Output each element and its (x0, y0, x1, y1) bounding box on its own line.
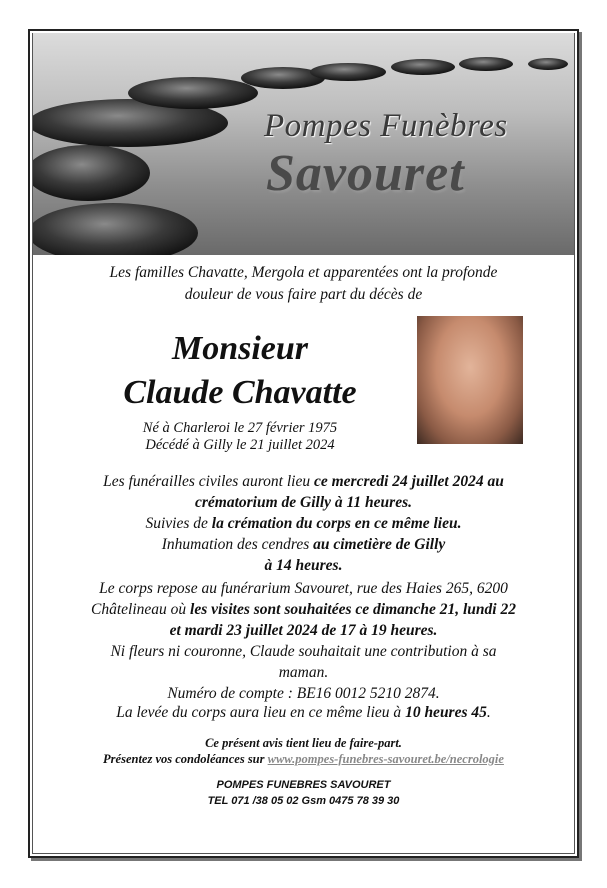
levee-text: La levée du corps aura lieu en ce même lieu à 10 heures 45. (116, 704, 491, 721)
condolences-text: Présentez vos condoléances sur www.pompes-funebres-savouret.be/necrologie (103, 752, 504, 766)
funeral-details: Les funérailles civiles auront lieu ce mercredi 24 juillet 2024 au crématorium de Gilly à 11 heures. Suivies de la crémation du corps en ce même lieu. Inhumation des cendres au cimetière de Gilly à 14 heures. (103, 473, 504, 574)
deceased-name: Claude Chavatte (123, 374, 357, 411)
company-phone: TEL 071 /38 05 02 Gsm 0475 78 39 30 (207, 795, 400, 807)
portrait-photo (417, 316, 523, 444)
necrologie-link[interactable]: www.pompes-funebres-savouret.be/necrologie (267, 752, 504, 766)
honorific: Monsieur (171, 330, 309, 367)
brand-line1: Pompes Funèbres (264, 108, 508, 144)
brand-line2: Savouret (266, 145, 465, 202)
company-name: POMPES FUNEBRES SAVOURET (216, 779, 391, 791)
visit-details: Le corps repose au funérarium Savouret, rue des Haies 265, 6200 Châtelineau où les visites sont souhaitées ce dimanche 21, lundi 22 et mardi 23 juillet 2024 de 17 à 19 heures. Ni fleurs ni couronne, Claude souhaitait une contribution à sa maman. Numéro de compte : BE16 0012 5210 2874. (91, 580, 516, 702)
intro-text: Les familles Chavatte, Mergola et apparentées ont la profonde douleur de vous faire part du décès de (109, 264, 498, 303)
birth-info: Né à Charleroi le 27 février 1975 (142, 420, 338, 436)
death-info: Décédé à Gilly le 21 juillet 2024 (145, 437, 335, 453)
notice-text: Ce présent avis tient lieu de faire-part. (205, 736, 402, 750)
